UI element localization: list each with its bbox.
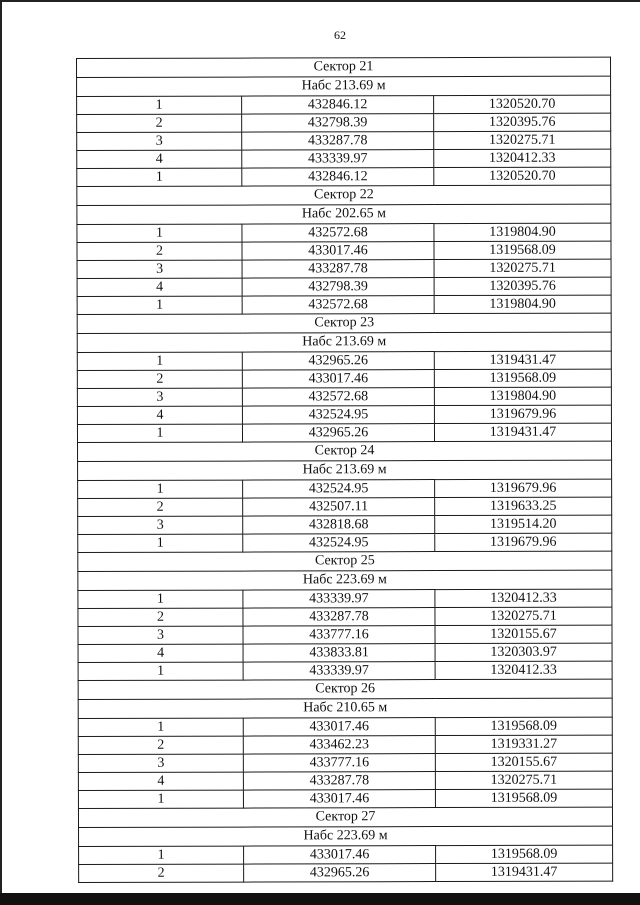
coordinate-x: 432818.68 [243,516,435,535]
coordinate-x: 433287.78 [243,772,435,791]
coordinate-x: 432965.26 [244,864,436,883]
point-number: 4 [78,644,243,662]
coordinate-x: 433017.46 [242,242,434,261]
coordinate-y: 1319568.09 [434,369,611,387]
point-number: 4 [77,278,242,296]
table-row [78,771,612,790]
coordinate-x: 433017.46 [244,846,436,865]
coordinate-y: 1320395.76 [434,277,611,295]
coordinate-y: 1319514.20 [435,515,612,533]
table-row [78,789,612,808]
point-number: 2 [78,736,243,754]
table-row [78,497,612,516]
coordinate-x: 433339.97 [243,590,435,609]
coordinate-x: 432524.95 [243,534,435,553]
coordinate-x: 432524.95 [242,406,434,425]
point-number: 1 [77,96,242,114]
sector-title-row [77,313,611,333]
coordinate-y: 1319804.90 [434,295,611,313]
point-number: 1 [78,662,243,680]
sector-elevation-row [78,570,612,590]
point-number: 3 [77,132,242,150]
table-row [77,113,611,132]
table-row [77,95,611,114]
coordinate-y: 1319679.96 [434,405,611,423]
sector-title-row [78,679,612,699]
point-number: 1 [78,590,243,608]
coordinate-x: 432965.26 [242,424,434,443]
coordinate-y: 1320275.71 [435,771,612,789]
table-body [77,57,613,882]
coordinates-table-wrapper [76,57,612,883]
coordinate-y: 1320275.71 [434,131,611,149]
coordinate-y: 1320303.97 [435,643,612,661]
point-number: 4 [77,406,242,424]
coordinate-x: 432572.68 [242,296,434,315]
coordinate-x: 433339.97 [243,662,435,681]
coordinate-y: 1319568.09 [436,845,613,863]
sector-elevation: Набс 210.65 м [78,698,612,718]
sector-elevation-row [79,826,613,846]
coordinate-x: 432507.11 [243,498,435,517]
table-row [77,387,611,406]
point-number: 2 [77,114,242,132]
coordinate-x: 433833.81 [243,644,435,663]
sector-title: Сектор 25 [78,551,612,571]
table-row [78,643,612,662]
coordinate-y: 1319431.47 [434,423,611,441]
table-row [78,735,612,754]
coordinate-y: 1320412.33 [434,149,611,167]
coordinate-y: 1320520.70 [434,95,611,113]
coordinate-x: 433017.46 [243,718,435,737]
point-number: 4 [77,150,242,168]
point-number: 2 [78,608,243,626]
sector-elevation: Набс 223.69 м [78,570,612,590]
point-number: 1 [77,296,242,314]
table-row [78,607,612,626]
sector-title-row [78,807,612,827]
sector-elevation-row [78,698,612,718]
sector-elevation-row [77,332,611,352]
sector-title: Сектор 22 [77,185,611,205]
table-row [77,223,611,242]
sector-title: Сектор 23 [77,313,611,333]
coordinate-x: 432572.68 [242,388,434,407]
coordinate-x: 432798.39 [242,114,434,133]
sector-elevation: Набс 213.69 м [77,332,611,352]
coordinate-y: 1320412.33 [435,661,612,679]
point-number: 1 [78,718,243,736]
point-number: 1 [79,846,244,864]
coordinate-x: 433017.46 [242,370,434,389]
coordinate-y: 1320275.71 [435,607,612,625]
scan-border-left [0,0,2,905]
point-number: 2 [78,498,243,516]
coordinate-y: 1320520.70 [434,167,611,185]
page-number: 62 [334,28,346,42]
coordinate-x: 432965.26 [242,352,434,371]
table-row [79,845,613,864]
coordinate-x: 432846.12 [242,168,434,187]
table-row [78,753,612,772]
point-number: 2 [77,370,242,388]
table-row [78,661,612,680]
sector-title-row [78,441,612,461]
table-row [77,405,611,424]
coordinate-y: 1319679.96 [435,479,612,497]
scan-border-top [0,0,640,2]
sector-elevation: Набс 213.69 м [78,460,612,480]
coordinate-y: 1319431.47 [434,351,611,369]
coordinate-x: 433287.78 [242,132,434,151]
point-number: 3 [78,754,243,772]
coordinate-x: 433777.16 [243,626,435,645]
coordinate-y: 1319679.96 [435,533,612,551]
sector-elevation: Набс 223.69 м [79,826,613,846]
sector-title: Сектор 26 [78,679,612,699]
point-number: 3 [77,260,242,278]
table-row [78,625,612,644]
scan-border-bottom [0,893,640,905]
coordinate-y: 1319568.09 [434,241,611,259]
coordinate-x: 433287.78 [242,260,434,279]
point-number: 1 [77,224,242,242]
coordinate-y: 1319804.90 [434,387,611,405]
coordinate-x: 432572.68 [242,224,434,243]
sector-coordinates-table [76,57,613,883]
coordinate-x: 433777.16 [243,754,435,773]
coordinate-y: 1320412.33 [435,589,612,607]
table-row [77,167,611,186]
table-row [79,863,613,882]
point-number: 4 [78,772,243,790]
coordinate-y: 1319804.90 [434,223,611,241]
coordinate-y: 1320155.67 [435,625,612,643]
coordinate-x: 433462.23 [243,736,435,755]
table-row [78,589,612,608]
table-row [78,717,612,736]
sector-elevation-row [77,76,611,96]
point-number: 3 [77,388,242,406]
sector-elevation: Набс 202.65 м [77,204,611,224]
coordinate-x: 433017.46 [243,790,435,809]
table-row [77,241,611,260]
point-number: 1 [78,534,243,552]
coordinate-x: 432846.12 [242,96,434,115]
table-row [77,277,611,296]
point-number: 3 [78,626,243,644]
sector-elevation-row [77,204,611,224]
table-row [77,423,611,442]
sector-elevation-row [78,460,612,480]
coordinate-x: 433287.78 [243,608,435,627]
table-row [77,295,611,314]
table-row [77,369,611,388]
sector-elevation: Набс 213.69 м [77,76,611,96]
coordinate-y: 1319331.27 [435,735,612,753]
coordinate-y: 1319431.47 [436,863,613,881]
point-number: 1 [77,168,242,186]
point-number: 2 [77,242,242,260]
point-number: 1 [77,352,242,370]
coordinate-y: 1319633.25 [435,497,612,515]
sector-title: Сектор 27 [78,807,612,827]
sector-title: Сектор 24 [78,441,612,461]
point-number: 1 [78,480,243,498]
table-row [78,515,612,534]
table-row [77,131,611,150]
point-number: 1 [77,424,242,442]
sector-title: Сектор 21 [77,57,611,77]
coordinate-x: 432524.95 [243,480,435,499]
coordinate-x: 433339.97 [242,150,434,169]
coordinate-y: 1320155.67 [435,753,612,771]
coordinate-y: 1320395.76 [434,113,611,131]
table-row [78,533,612,552]
coordinate-y: 1319568.09 [435,717,612,735]
coordinate-y: 1320275.71 [434,259,611,277]
sector-title-row [77,185,611,205]
table-row [77,149,611,168]
sector-title-row [77,57,611,77]
table-row [77,351,611,370]
coordinate-y: 1319568.09 [435,789,612,807]
table-row [77,259,611,278]
point-number: 3 [78,516,243,534]
point-number: 1 [78,790,243,808]
coordinate-x: 432798.39 [242,278,434,297]
sector-title-row [78,551,612,571]
point-number: 2 [79,864,244,882]
table-row [78,479,612,498]
